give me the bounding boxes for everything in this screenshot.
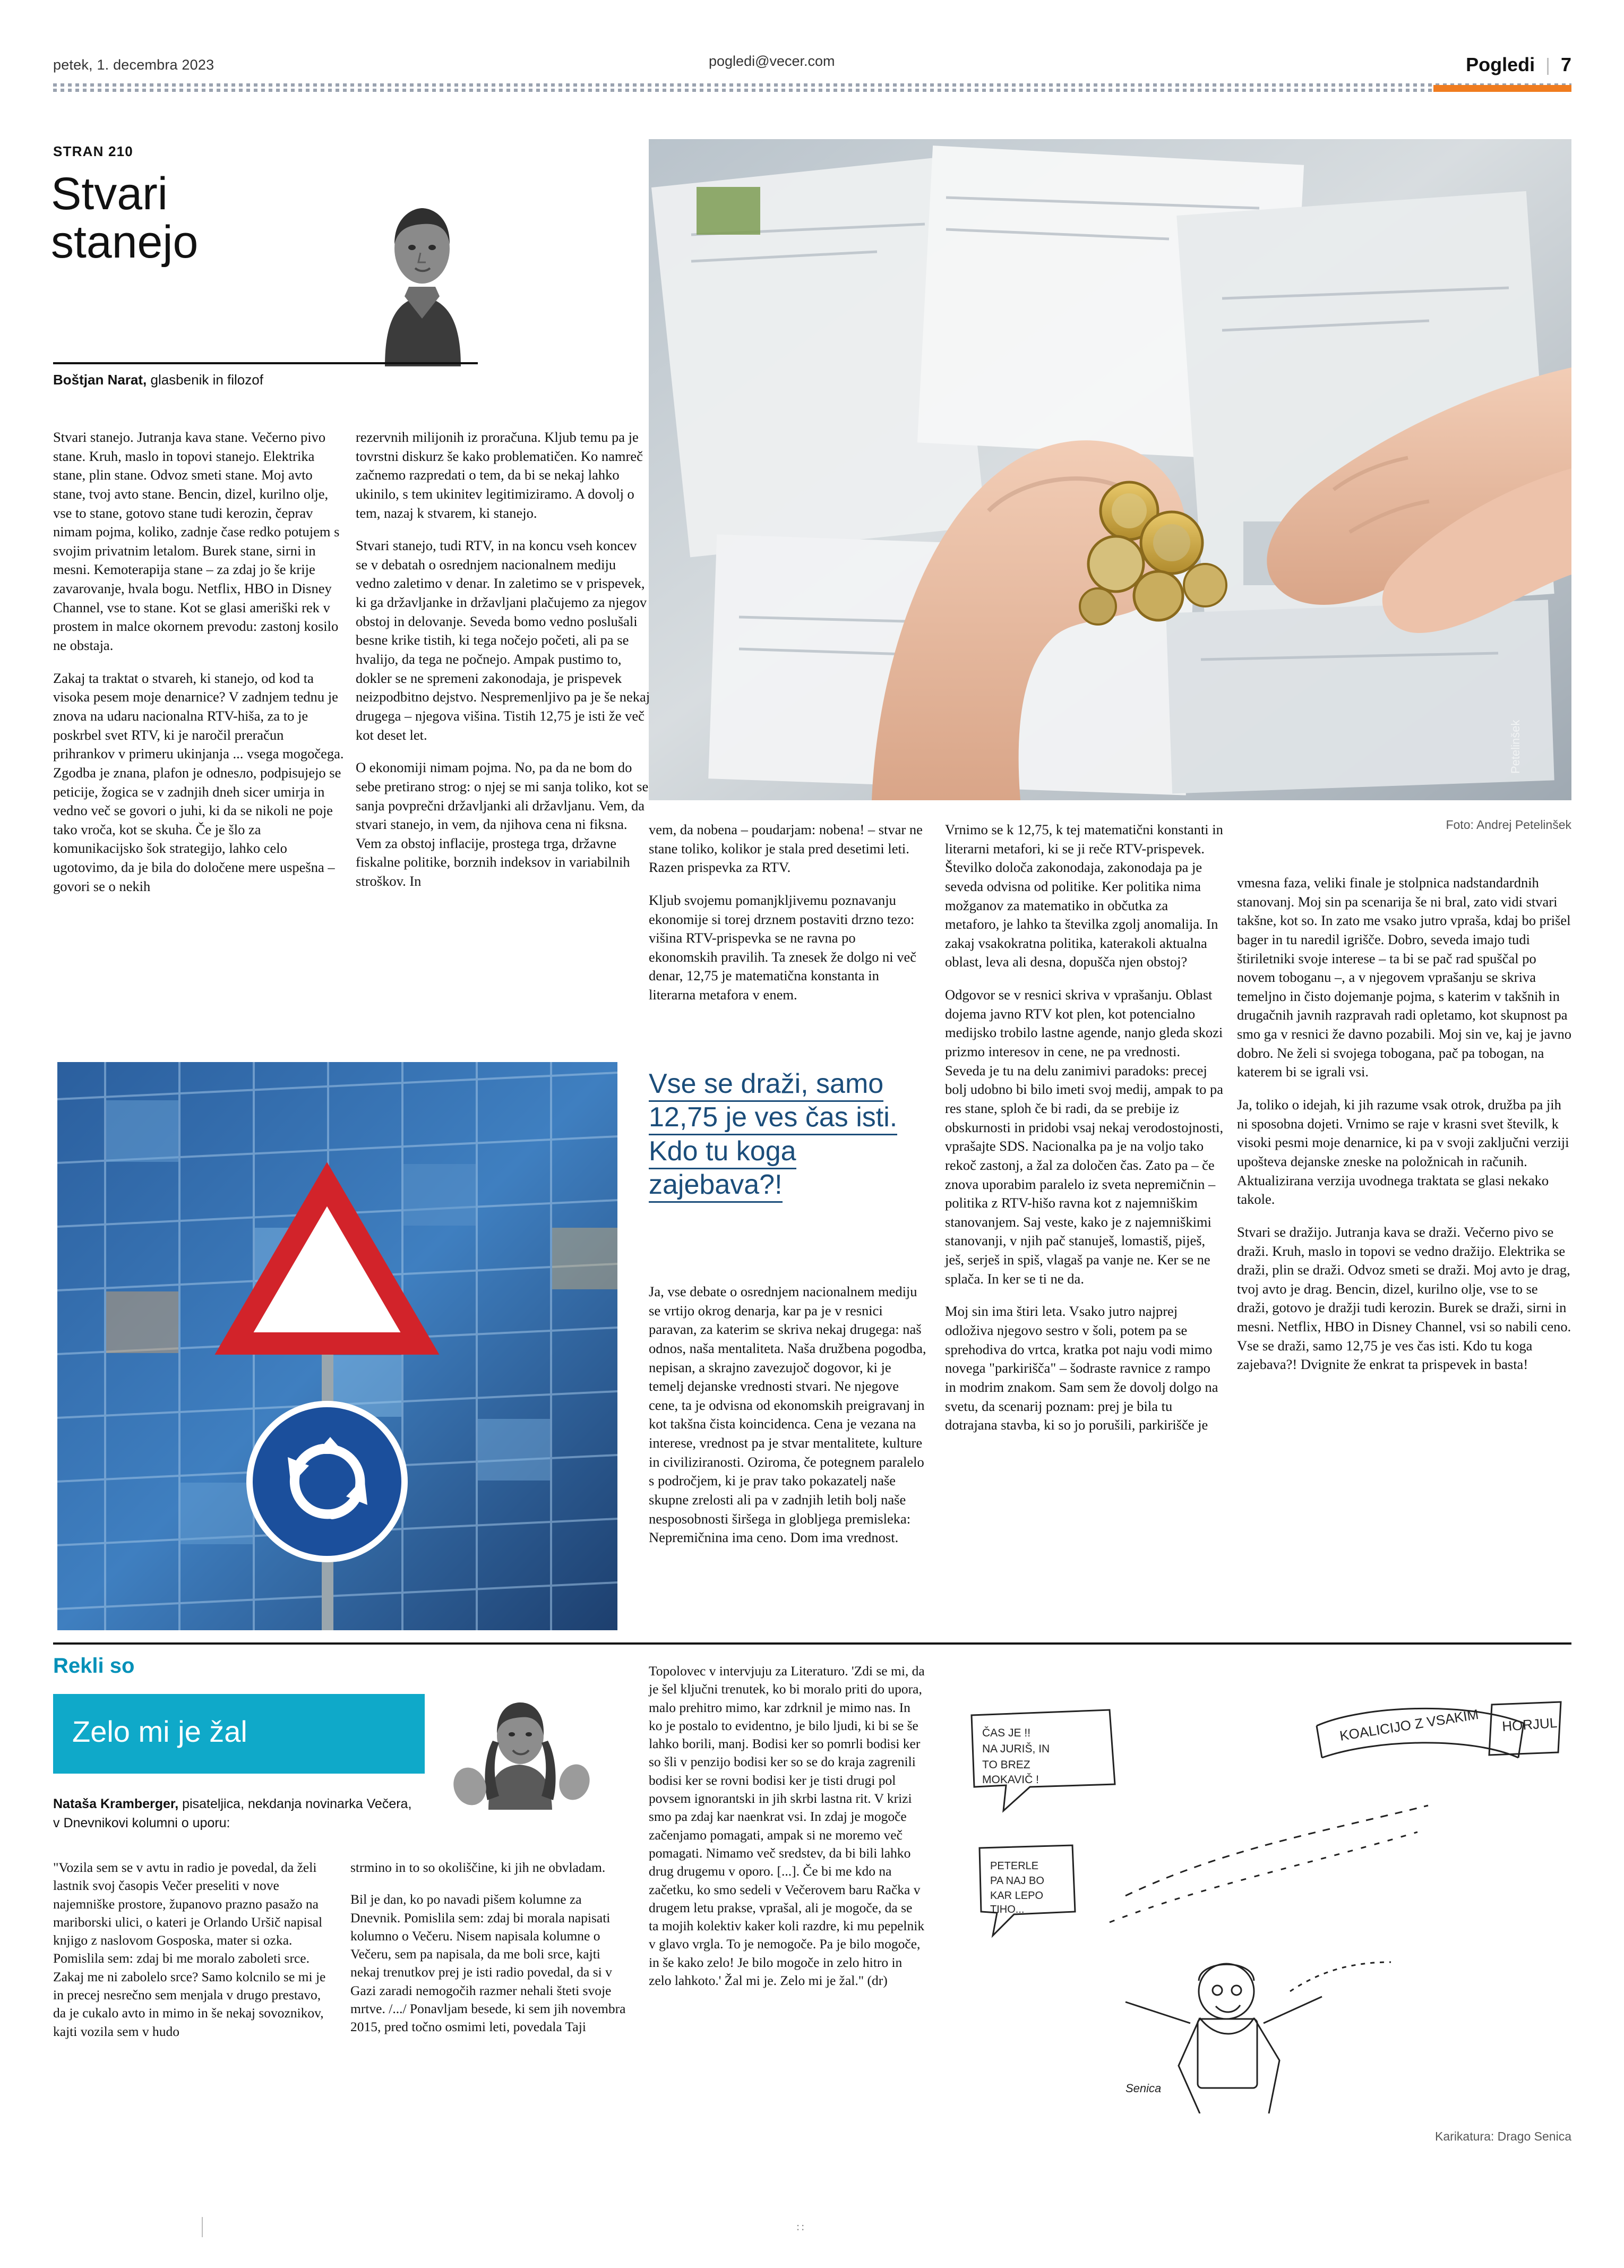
body-column-3 <box>649 820 927 1019</box>
quoted-author-byline <box>53 1795 531 1833</box>
svg-text:PETERLE: PETERLE <box>990 1860 1039 1872</box>
paragraph: Odgovor se v resnici skriva v vprašanju. Oblast dojema javno RTV kot plen, kot potencialno medijsko trobilo lastne agende, nanjo gleda skozi prizmo interesov in cene, ne pa vrednosti. Seveda je tu na delu zanimivi paradoks: precej bolj udobno bi bilo imeti svoj medij, ampak to pa res stane, sploh če bi radi, da se prebije iz obskurnosti in pridobi vsaj nekaj verodostojnosti, vprašajte SDS. Nacionalka pa je na voljo tako rekoč zastonj, a žal za določen čas. Zato pa – če znova uporabim paralelo iz sveta nepremičnin – politika z RTV-hišo ravna kot z najemniškim stanovanjem. Saj veste, kako je z najemniškimi stanovanji, v njih pač stanuješ, lomastiš, piješ, ješ, serješ in spiš, vlagaš pa vanje ne. Ker se ne splača. In ker se ti ne da. <box>945 987 1224 1287</box>
svg-text:KOALICIJO Z VSAKIM: KOALICIJO Z VSAKIM <box>1338 1706 1480 1744</box>
quote-column-2 <box>350 1859 626 2050</box>
quote-column-1 <box>53 1859 329 2055</box>
article-kicker: STRAN 210 <box>53 143 133 159</box>
header-dot-rule <box>53 82 1571 93</box>
body-column-4 <box>945 820 1224 1449</box>
paragraph: vem, da nobena – poudarjam: nobena! – stvar ne stane toliko, kolikor je stala pred desetimi leti. Razen prispevka za RTV. <box>649 821 923 876</box>
pull-quote <box>649 1067 930 1202</box>
page-tick-mark <box>202 2217 203 2237</box>
paragraph: Ja, toliko o idejah, ki jih razume vsak otrok, družba pa jih ni sposobna dojeti. Vrnimo se raje v krasni svet številk, k visoki pesmi moje denarnice, ki pa v svoji zaključni verziji upošteva dejanske zneske na položnicah in računih. Aktualizirana verzija uvodnega traktata se glasi nekako takole. <box>1237 1097 1569 1208</box>
body-column-2 <box>356 428 650 905</box>
paragraph: vmesna faza, veliki finale je stolpnica nadstandardnih stanovanj. Moj sin pa scenarija še ni bral, zato vidi stvari takšne, kot so. In zato me vsako jutro vpraša, kdaj bo prišel bager in tu naredil igrišče. Dobro, seveda imajo tudi štiriletniki svoje interese – ta bi se pač rad spuščal po novem toboganu –, a v njegovem vprašanju se skriva temeljno in čisto dojemanje pojma, s katerim v takšnih in drugačnih javnih razpravah radi opletamo, kot skupnost pa smo ga v resnici že davno pozabili. Moj sin ve, kaj je javno dobro. Ne želi si svojega tobogana, pač pa tobogan, na katerem bi se igrali vsi. <box>1237 875 1571 1080</box>
contact-email: pogledi@vecer.com <box>709 53 835 69</box>
author-portrait <box>366 159 478 366</box>
paragraph: strmino in to so okoliščine, ki jih ne obvladam. <box>350 1860 606 1875</box>
section-divider <box>53 1642 1571 1645</box>
svg-text:HORJUL: HORJUL <box>1501 1714 1558 1734</box>
body-column-1 <box>53 428 348 910</box>
quoted-author-role: pisateljica, nekdanja novinarka Večera, <box>178 1796 412 1811</box>
page-number: 7 <box>1560 54 1571 75</box>
quote-box-title: Zelo mi je žal <box>72 1715 247 1748</box>
footer-marker: :: <box>796 2220 806 2233</box>
paragraph: Stvari se dražijo. Jutranja kava se draži. Večerno pivo se draži. Kruh, maslo in topovi se vedno dražijo. Elektrika se draži, plin se draži. Odvoz smeti se draži. Moj avto je drag, tvoj avto je drag. Bencin, dizel, kurilno olje, vse to se draži, gotovo je dražji tudi kerozin. Burek se draži, sirni in mesni. Netflix, HBO in Disney Channel, vsi so nabili ceno. Vse se draži, samo 12,75 je ves čas isti. Kdo tu koga zajebava?! Dvignite že enkrat ta prispevek in basta! <box>1237 1223 1571 1373</box>
main-photo-coins-in-hand <box>649 139 1571 800</box>
page-title <box>51 170 391 267</box>
paragraph: Topolovec v intervjuju za Literaturo. 'Zdi se mi, da je šel ključni trenutek, ko bi moralo priti do upora, malo prehitro mimo, kar zdrknil je mimo nas. In ko je postalo to evidentno, je bilo ljudi, ki bi se še lahko borili, manj. Bodisi ker so pomrli bodisi ker so šli v penzijo bodisi ker so se do kraja zagrenili bodisi ker se rovni bodisi ker je tisti drugi pol povsem ignorantski in jih skrbi lastna rit. V krizi smo pa zdaj kar naenkrat vsi. In zdaj je mogoče začenjamo pomagati, ampak si ne moremo več pomagati. Nimamo več sredstev, da bi bili lahko drug drugemu v oporo. [...]. Če bi me kdo na začetku, ko smo sedeli v Večerovem baru Račka v drugem letu prakse, vprašal, ali je mogoče, da se ta mojih kolektiv kaker koli razdre, ki mu pepelnik v glavo vrgla. To je nemogoče. Pa je bilo mogoče, in še kako zelo! Je bilo mogoče in zelo hitro in zelo lahkoto.' Žal mi je. Zelo mi je žal." (dr) <box>649 1663 925 1989</box>
svg-text:MOKAVIČ !: MOKAVIČ ! <box>982 1774 1039 1786</box>
quoted-author-role-2: v Dnevnikovi kolumni o uporu: <box>53 1815 230 1830</box>
paragraph: rezervnih milijonih iz proračuna. Kljub temu pa je tovrstni diskurz še kako problematičen. Ko namreč začnemo razpredati o tem, da bi se nekaj lahko ukinilo, s tem ukinitev legitimiziramo. A dovolj o tem, nazaj k stvarem, ki stanejo. <box>356 429 643 521</box>
masthead <box>53 51 1571 79</box>
paragraph: Ja, vse debate o osrednjem nacionalnem mediju se vrtijo okrog denarja, kar pa je v resnici paravan, za katerim se skriva nekaj drugega: naš odnos, naša mentaliteta. Naša družbena pogodba, nepisan, a skrajno zavezujoč dogovor, ki je temelj dejanske vrednosti stvari. Ne njegove cene, ta je odvisna od ekonomskih preigravanj in kot takšna čista koincidenca. Cena je vezana na interese, vrednost pa je stvar mentalitete, kulture in civiliziranosti. Oziroma, če potegnem paralelo s področjem, ki je prav tako pokazatelj naše skupne zrelosti ali pa v zadnjih letih bolj naše nesposobnosti širšega in globljega premisleka: Nepremičnina ima ceno. Dom ima vrednost. <box>649 1283 926 1546</box>
quoted-author-portrait <box>425 1661 616 1810</box>
headline-line-1: Stvari <box>51 168 168 219</box>
paragraph: Kljub svojemu pomanjkljivemu poznavanju ekonomije si torej drznem postaviti drzno tezo: višina RTV-prispevka se ne ravna po ekonomskih pravilih. Ta znesek že dolgo ni več denar, 12,75 je matematična konstanta in literarna metafora v enem. <box>649 892 916 1003</box>
paragraph: Zakaj ta traktat o stvareh, ki stanejo, od kod ta visoka pesem moje denarnice? V zadnjem tednu je znova na udaru nacionalna RTV-hiša, za to je poskrbel svet RTV, ki je naročil preračun prihrankov v primeru ukinjanja ... vsega mogočega. Zgodba je znana, plafon je odnesло, podpisujejo se peticije, žogica se v zadnjih dneh sicer umirja in vedno več se govori o juhi, ki da se nikoli ne poje tako vroča, kot se skuha. Če je šlo za komunikacijsko šok strategijo, lahko celo ugotovimo, da je bila do določene mere uspešna – govori se o nekih <box>53 670 344 894</box>
paragraph: O ekonomiji nimam pojma. No, pa da ne bom do sebe pretirano strog: o njej se mi sanja toliko, kot se sanja povprečni državljanki ali državljanu. Vem, da stvari stanejo, in vem, da njihova cena ni fiksna. Vem za obstoj inflacije, prostega trga, državne fiskalne politike, borznih indeksov in variabilnih stroškov. In <box>356 759 649 889</box>
svg-text:NA JURIŠ, IN: NA JURIŠ, IN <box>982 1743 1050 1755</box>
paragraph: Moj sin ima štiri leta. Vsako jutro najprej odloživa njegovo sestro v šoli, potem pa se sprehodiva do vrtca, kratka pot naju vodi mimo novega "parkirišča" – šodraste ravnice z rampo in modrim znakom. Sam sem že dovolj dolgo na svetu, da scenarij poznam: prej je bila tu dotrajana stavba, ki so jo porušili, parkirišče je <box>945 1303 1218 1433</box>
paragraph: Stvari stanejo. Jutranja kava stane. Večerno pivo stane. Kruh, maslo in topovi stanejo. Elektrika stane, plin stane. Odvoz smeti stane. Moj avto stane, tvoj avto stane. Bencin, dizel, kurilno olje, vse to stane, gotovo stane tudi kerozin, čeprav nimam pojma, koliko, zadnje čase redko potujem s svojim privatnim letalom. Burek stane, sirni in mesni. Kemoterapija stane – za zdaj jo še krije zavarovanje, hvala bogu. Netflix, HBO in Disney Channel, vse to stane. Kot se glasi ameriški rek v prostem in malce okornem prevodu: zastonj kosilo ne obstaja. <box>53 429 340 654</box>
publication-date: petek, 1. decembra 2023 <box>53 56 214 73</box>
svg-text:Petelinšek: Petelinšek <box>1509 720 1522 774</box>
pull-quote-text: Vse se draži, samo 12,75 je ves čas isti. Kdo tu koga zajebava?! <box>649 1068 897 1203</box>
byline-divider <box>53 362 478 364</box>
svg-text:PA NAJ BO: PA NAJ BO <box>990 1875 1044 1887</box>
body-column-5 <box>1237 874 1571 1388</box>
author-name: Boštjan Narat, <box>53 372 147 388</box>
svg-text:TIHO...: TIHO... <box>990 1904 1025 1915</box>
byline <box>53 372 531 388</box>
svg-text:KAR LEPO: KAR LEPO <box>990 1890 1044 1902</box>
svg-text:ČAS JE !!: ČAS JE !! <box>982 1727 1031 1739</box>
header-orange-bar <box>1433 85 1571 92</box>
svg-text:Senica: Senica <box>1125 2082 1162 2095</box>
quote-column-3 <box>649 1662 925 2004</box>
body-column-3b <box>649 1282 927 1561</box>
cartoon-credit: Karikatura: Drago Senica <box>1435 2129 1571 2143</box>
paragraph: Stvari stanejo, tudi RTV, in na koncu vseh koncev se v debatah o osrednjem nacionalnem mediju vedno zaletimo v denar. In zaletimo se v prispevek, ki ga državljanke in državljani plačujemo za njegov obstoj in delovanje. Seveda bomo vedno poslušali besne krike tistih, ki tega nočejo početi, ali pa se hvalijo, da tega ne počnejo. Ampak pustimo to, dokler se ne spremeni zakonodaja, je prispevek neizpodbitno dejstvo. Nespremenljivo pa je še nekaj drugega – njegova višina. Tistih 12,75 je isti že več kot deset let. <box>356 537 650 743</box>
main-photo-credit: Foto: Andrej Petelinšek <box>1446 818 1571 832</box>
paragraph: Bil je dan, ko po navadi pišem kolumne za Dnevnik. Pomislila sem: zdaj bi morala napisati kolumno o Večeru. Nisem napisala kolumne o Večeru, sem pa napisala, da me boli srce, kajti nekaj trenutkov prej je isti radio povedal, da si v Gazi zaradi nemogočih razmer nehali šteti svoje mrtve. /.../ Ponavljam besede, ki sem jih novembra 2015, pred točno osmimi leti, povedala Taji <box>350 1892 626 2035</box>
photo-traffic-signs <box>57 1062 617 1630</box>
quote-highlight-box <box>53 1694 457 1774</box>
brand-separator: | <box>1545 55 1550 75</box>
author-role: glasbenik in filozof <box>147 372 263 388</box>
section-title-rekli-so: Rekli so <box>53 1654 135 1678</box>
quoted-author-name: Nataša Kramberger, <box>53 1796 179 1811</box>
paragraph: "Vozila sem se v avtu in radio je povedal, da želi lastnik svoj časopis Večer preseliti v nove najemniške prostore, županovo prazno pasažo na mariborski ulici, o kateri je Orlando Uršič napisal knjigo z naslovom Gosposka, mater si ozka. Pomislila sem: zdaj bi me moralo zaboleti srce. Zakaj me ni zabolelo srce? Samo kolcnilo se mi je in precej nesrečno sem menjala v drugo prestavo, da je cukalo avto in mimo in še nekaj sovoznikov, kajti vozila sem v hudo <box>53 1860 326 2039</box>
paragraph: Vrnimo se k 12,75, k tej matematični konstanti in literarni metafori, ki se ji reče RTV-prispevek. Številko določa zakonodaja, zakonodaja pa je seveda odvisna od politike. Ker politika nima možganov za matematiko in občutka za metaforo, je lahko ta številka zgolj anomalija. In zakaj vsakokratna politika, katerakoli aktualna oblast, leva ali desna, dopušča njen obstoj? <box>945 821 1223 970</box>
brand-name: Pogledi <box>1466 54 1535 75</box>
section-brand <box>1466 54 1571 76</box>
cartoon-illustration <box>950 1673 1571 2113</box>
svg-text:TO BREZ: TO BREZ <box>982 1759 1030 1771</box>
headline-line-2: stanejo <box>51 217 199 268</box>
